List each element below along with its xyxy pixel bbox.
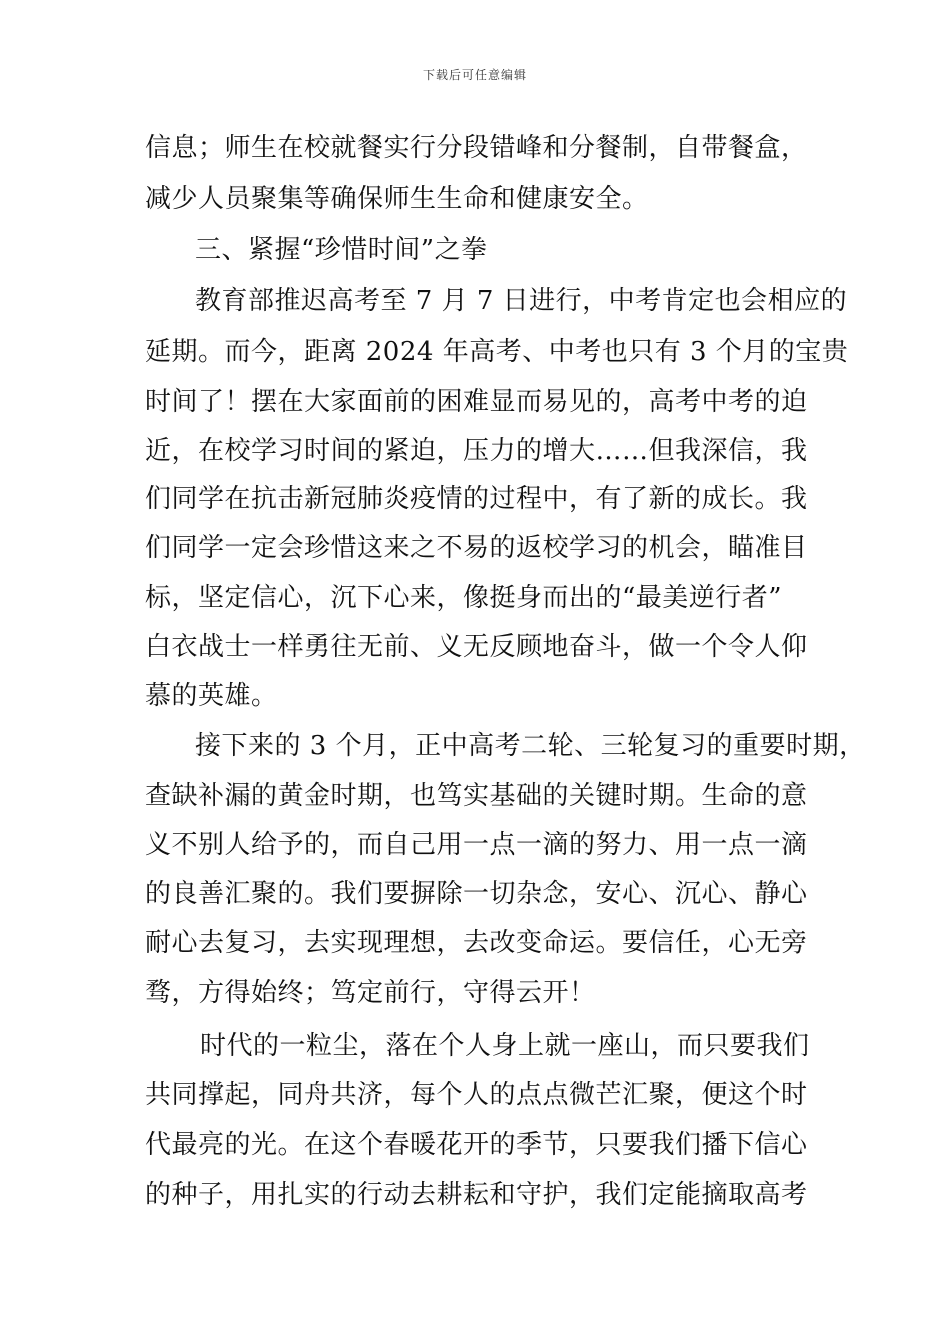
text-line: 时代的一粒尘，落在个人身上就一座山，而只要我们 xyxy=(200,1031,810,1061)
text-line: 接下来的 3 个月，正中高考二轮、三轮复习的重要时期， xyxy=(195,731,866,761)
text-line: 慕的英雄。 xyxy=(145,681,278,711)
text-line: 们同学一定会珍惜这来之不易的返校学习的机会，瞄准目 xyxy=(145,533,808,563)
text-line: 近，在校学习时间的紧迫，压力的增大……但我深信，我 xyxy=(145,436,808,466)
text-line: 查缺补漏的黄金时期，也笃实基础的关键时期。生命的意 xyxy=(145,781,808,811)
text-line: 的种子，用扎实的行动去耕耘和守护，我们定能摘取高考 xyxy=(145,1180,808,1210)
section-heading: 三、紧握“珍惜时间”之拳 xyxy=(195,235,488,265)
text-line: 标，坚定信心，沉下心来，像挺身而出的“最美逆行者” xyxy=(145,583,783,613)
text-line: 耐心去复习，去实现理想，去改变命运。要信任，心无旁 xyxy=(145,928,808,958)
text-line: 信息；师生在校就餐实行分段错峰和分餐制，自带餐盒， xyxy=(145,133,808,163)
text-line: 代最亮的光。在这个春暖花开的季节，只要我们播下信心 xyxy=(145,1130,808,1160)
text-line: 延期。而今，距离 2024 年高考、中考也只有 3 个月的宝贵 xyxy=(145,337,849,367)
text-line: 骛，方得始终；笃定前行，守得云开！ xyxy=(145,978,596,1008)
text-line: 时间了！摆在大家面前的困难显而易见的，高考中考的迫 xyxy=(145,387,808,417)
text-line: 们同学在抗击新冠肺炎疫情的过程中，有了新的成长。我 xyxy=(145,484,808,514)
text-line: 义不别人给予的，而自己用一点一滴的努力、用一点一滴 xyxy=(145,830,808,860)
text-line: 教育部推迟高考至 7 月 7 日进行，中考肯定也会相应的 xyxy=(195,286,848,316)
text-line: 白衣战士一样勇往无前、义无反顾地奋斗，做一个令人仰 xyxy=(145,632,808,662)
text-line: 共同撑起，同舟共济，每个人的点点微芒汇聚，便这个时 xyxy=(145,1080,808,1110)
text-line: 减少人员聚集等确保师生生命和健康安全。 xyxy=(145,184,649,214)
page-header: 下载后可任意编辑 xyxy=(422,68,527,82)
text-line: 的良善汇聚的。我们要摒除一切杂念，安心、沉心、静心 xyxy=(145,879,808,909)
